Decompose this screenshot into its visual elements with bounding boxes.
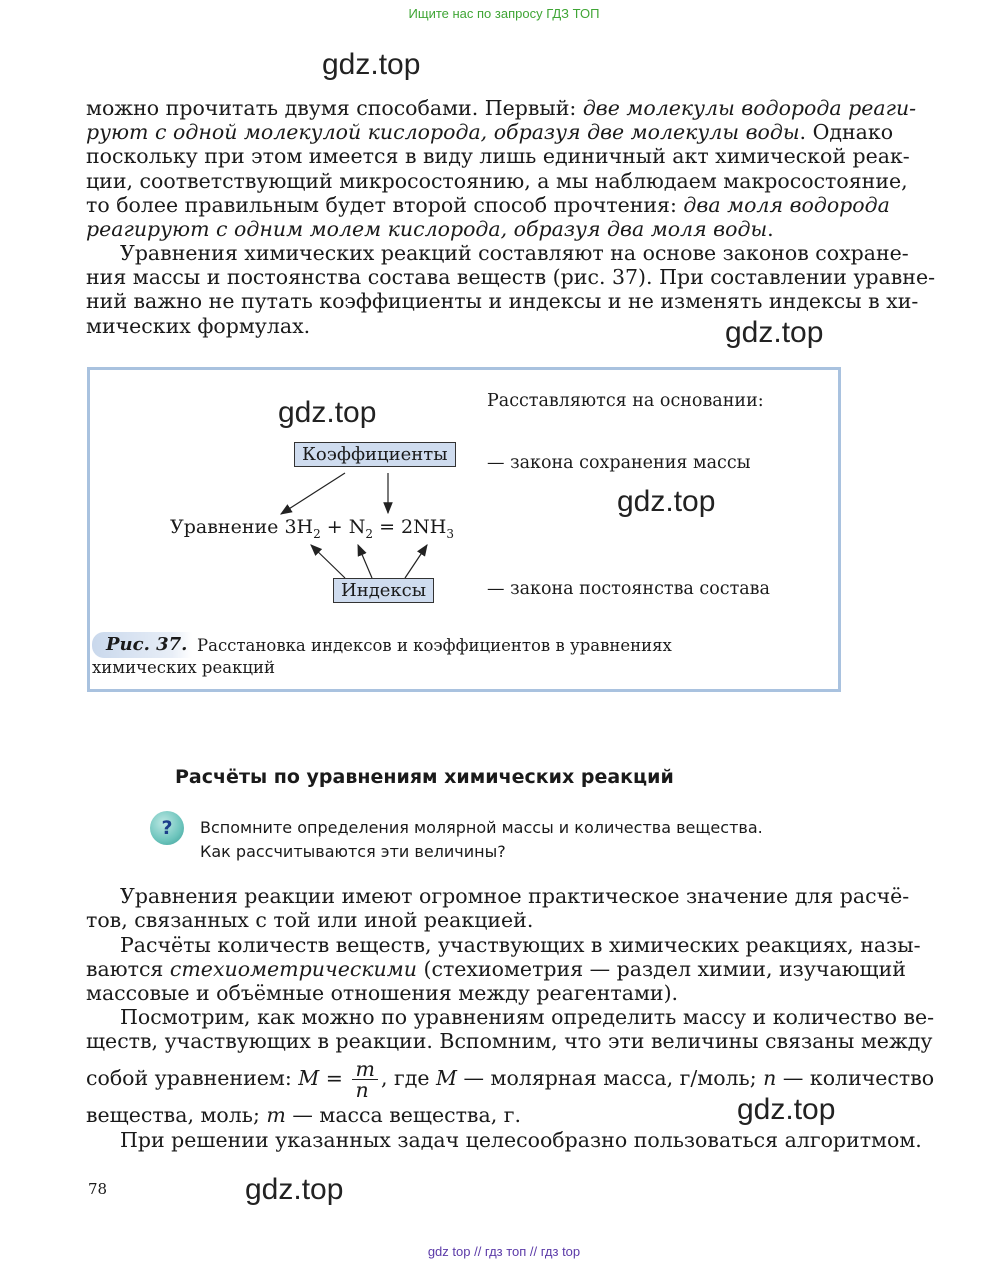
- indices-label: Индексы: [333, 578, 434, 603]
- watermark: gdz.top: [245, 1173, 344, 1206]
- text-line: ции, соответствующий микросостоянию, а мы наблюдаем макросостояние,: [86, 168, 908, 193]
- basis-mass-law: — закона сохранения массы: [487, 453, 751, 473]
- footer-links[interactable]: gdz top // гдз топ // гдз top: [427, 1244, 581, 1259]
- text: то более правильным будет второй способ прочтения:: [86, 192, 684, 217]
- text: , где: [380, 1066, 436, 1090]
- text: собой уравнением:: [86, 1066, 299, 1090]
- text: . Однако: [799, 120, 894, 145]
- text-line: Уравнения реакции имеют огромное практическое значение для расчё-: [120, 884, 910, 908]
- text-line: Посмотрим, как можно по уравнениям определить массу и количество ве-: [120, 1005, 935, 1029]
- watermark: gdz.top: [278, 396, 377, 429]
- text: .: [767, 217, 774, 242]
- watermark: gdz.top: [737, 1093, 836, 1126]
- text-line: поскольку при этом имеется в виду лишь единичный акт химической реак-: [86, 144, 910, 169]
- equation: [170, 516, 454, 541]
- watermark: gdz.top: [725, 316, 824, 349]
- text-line: Уравнения химических реакций составляют на основе законов сохране-: [120, 241, 909, 265]
- page-number: 78: [88, 1180, 108, 1198]
- italic-text: руют с одной молекулой кислорода, образуя две молекулы воды: [86, 120, 800, 145]
- text: ваются: [86, 957, 170, 982]
- text: =: [319, 1066, 350, 1090]
- eq-subscript: 2: [313, 526, 321, 541]
- text: — молярная масса, г/моль;: [456, 1066, 764, 1090]
- eq-subscript: 2: [365, 526, 374, 541]
- coefficients-label: Коэффициенты: [294, 442, 456, 467]
- text-line: тов, связанных с той или иной реакцией.: [86, 908, 534, 933]
- eq-equals-2nh: = 2NH: [373, 516, 447, 538]
- caption-line: Расстановка индексов и коэффициентов в уравнениях: [197, 636, 672, 655]
- eq-plus-n: + N: [320, 516, 366, 538]
- text-line: массовые и объёмные отношения между реагентами).: [86, 981, 679, 1006]
- italic-term: стехиометрическими: [169, 957, 417, 982]
- question-icon: ?: [150, 811, 184, 845]
- top-banner[interactable]: Ищите нас по запросу ГДЗ ТОП: [408, 6, 600, 21]
- text: вещества, моль;: [86, 1103, 267, 1127]
- paragraph-formula: [86, 1005, 935, 1054]
- arrow-index-to-nh3: [405, 545, 427, 578]
- basis-composition-law: — закона постоянства состава: [487, 579, 770, 599]
- italic-text: два моля водорода: [683, 192, 890, 217]
- caption-line: химических реакций: [92, 658, 275, 677]
- italic-text: реагируют с одним молем кислорода, образуя два моля воды: [86, 217, 768, 242]
- caption-title: Рис. 37.: [106, 634, 188, 655]
- text: — количество: [776, 1066, 935, 1090]
- equation-word: Уравнение: [170, 516, 279, 538]
- basis-title: Расставляются на основании:: [487, 391, 764, 411]
- var-M: M: [435, 1066, 457, 1090]
- eq-3h: 3H: [284, 516, 314, 538]
- question-line: Вспомните определения молярной массы и количества вещества.: [200, 818, 763, 837]
- paragraph-algorithm: [86, 1128, 922, 1152]
- var-M: M: [298, 1066, 320, 1090]
- text-line: ществ, участвующих в реакции. Вспомним, что эти величины связаны между: [86, 1029, 933, 1054]
- text: (стехиометрия — раздел химии, изучающий: [416, 957, 906, 982]
- eq-subscript: 3: [446, 526, 454, 541]
- paragraph-formula-end: [86, 1103, 846, 1127]
- arrow-coef-to-3h2: [281, 473, 345, 514]
- text-line: При решении указанных задач целесообразно пользоваться алгоритмом.: [120, 1128, 922, 1152]
- watermark: gdz.top: [617, 485, 716, 518]
- fraction-denominator: n: [355, 1078, 369, 1102]
- var-m: m: [266, 1103, 286, 1127]
- text: — масса вещества, г.: [285, 1103, 521, 1127]
- var-n: n: [763, 1066, 777, 1090]
- watermark: gdz.top: [322, 48, 421, 81]
- text-line: ния массы и постоянства состава веществ (рис. 37). При составлении уравне-: [86, 265, 936, 290]
- text: можно прочитать двумя способами. Первый:: [86, 96, 583, 120]
- section-title: Расчёты по уравнениям химических реакций: [175, 766, 674, 788]
- fraction-m-over-n: [352, 1059, 377, 1100]
- text-line: Расчёты количеств веществ, участвующих в химических реакциях, назы-: [120, 933, 921, 957]
- arrow-index-to-n2: [358, 545, 372, 578]
- text-line: ний важно не путать коэффициенты и индексы и не изменять индексы в хи-: [86, 289, 919, 314]
- paragraph-stoichiometry: [86, 933, 921, 1006]
- paragraph-practical-value: [86, 884, 910, 933]
- italic-text: две молекулы водорода реаги-: [582, 96, 917, 120]
- text-line: мических формулах.: [86, 313, 311, 338]
- question-line: Как рассчитываются эти величины?: [200, 842, 506, 861]
- arrow-index-to-h2: [311, 545, 345, 578]
- fraction-numerator: m: [352, 1059, 377, 1080]
- formula-line: [86, 1056, 935, 1102]
